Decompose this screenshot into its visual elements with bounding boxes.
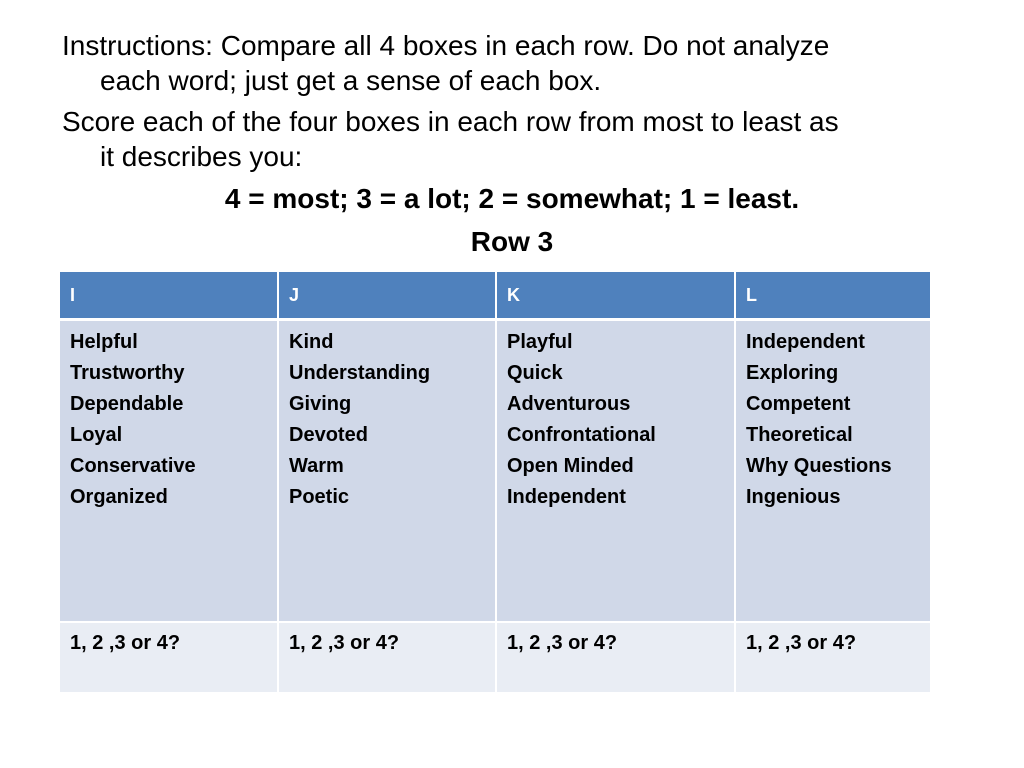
word: Poetic (289, 486, 350, 508)
word: Trustworthy (70, 362, 185, 384)
score-cell-k: 1, 2 ,3 or 4? (496, 622, 735, 693)
word: Understanding (289, 362, 431, 384)
word: Theoretical (746, 424, 853, 446)
row-label: Row 3 (470, 226, 554, 257)
word: Warm (289, 455, 344, 477)
word: Kind (289, 331, 334, 353)
word: Devoted (289, 424, 368, 446)
word: Playful (507, 331, 573, 353)
score-scale: 4 = most; 3 = a lot; 2 = somewhat; 1 = least. (224, 183, 800, 214)
box-j (278, 320, 496, 623)
word: Loyal (70, 424, 123, 446)
column-header-l: L (735, 272, 930, 320)
words-row (60, 320, 930, 623)
scoring-paragraph (62, 104, 982, 174)
word: Ingenious (746, 486, 841, 508)
word: Why Questions (746, 455, 892, 477)
instructions-paragraph (62, 28, 982, 98)
scoring-line: Score each of the four boxes in each row from most to least as (62, 106, 839, 137)
word: Adventurous (507, 393, 631, 415)
score-cell-i: 1, 2 ,3 or 4? (60, 622, 278, 693)
word: Confrontational (507, 424, 656, 446)
word: Exploring (746, 362, 839, 384)
word: Conservative (70, 455, 196, 477)
box-l (735, 320, 930, 623)
box-i (60, 320, 278, 623)
word: Open Minded (507, 455, 634, 477)
score-cell-j: 1, 2 ,3 or 4? (278, 622, 496, 693)
instructions-line: Instructions: Compare all 4 boxes in each row. Do not analyze (62, 30, 830, 61)
word: Quick (507, 362, 563, 384)
personality-table (60, 272, 930, 694)
word: Independent (746, 331, 865, 353)
box-k (496, 320, 735, 623)
score-cell-l: 1, 2 ,3 or 4? (735, 622, 930, 693)
scoring-line-continued: it describes you: (100, 141, 303, 172)
instructions-line-continued: each word; just get a sense of each box. (100, 65, 602, 96)
word: Organized (70, 486, 168, 508)
word: Competent (746, 393, 851, 415)
column-header-i: I (60, 272, 278, 320)
word: Independent (507, 486, 626, 508)
word: Helpful (70, 331, 138, 353)
word: Dependable (70, 393, 184, 415)
column-header-k: K (496, 272, 735, 320)
column-header-j: J (278, 272, 496, 320)
word: Giving (289, 393, 352, 415)
header-row (60, 272, 930, 320)
score-row (60, 622, 930, 693)
